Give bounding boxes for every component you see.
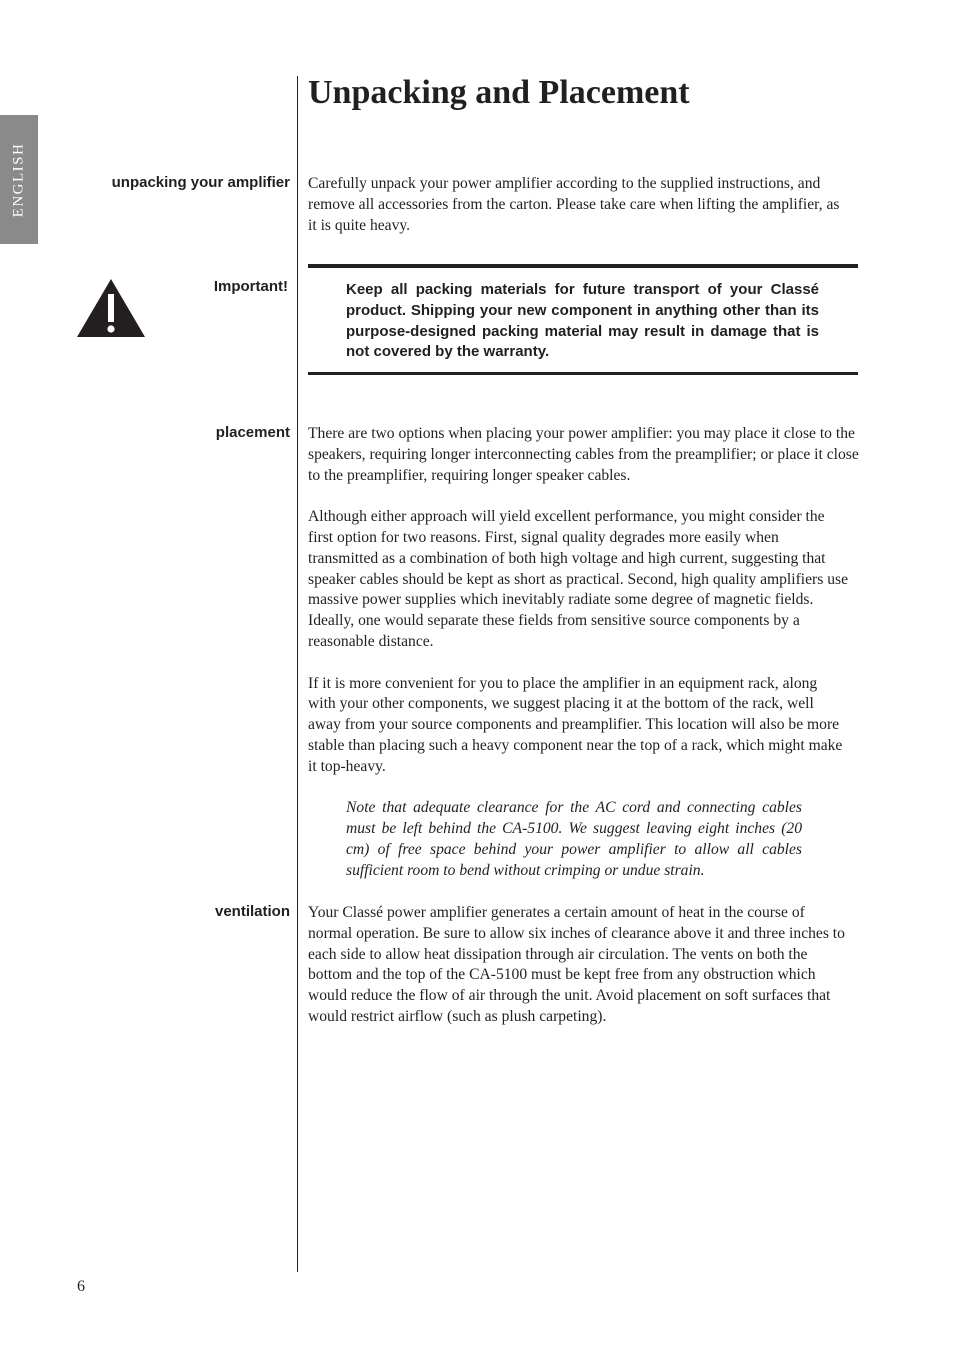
ventilation-body [308, 903, 848, 1028]
page-title: Unpacking and Placement [308, 74, 690, 111]
important-heading: Important! [213, 278, 288, 295]
language-tab-label: ENGLISH [10, 142, 27, 217]
warning-box [308, 264, 858, 375]
language-tab [0, 115, 38, 244]
unpacking-body [308, 174, 848, 236]
page-number: 6 [77, 1278, 85, 1295]
placement-note: Note that adequate clearance for the AC cord and connecting cables must be left behind the CA-5100. We suggest leaving eight inches (20 cm) of free space behind your power amplifier to allow all cables sufficient room to bend without crimping or undue strain. [346, 799, 802, 879]
unpacking-heading: unpacking your amplifier [111, 174, 290, 191]
warning-text: Keep all packing materials for future transport of your Classé product. Shipping your new component in anything other than its purpose-designed packing material may result in damage that is not covered by the warranty. [346, 281, 819, 361]
placement-paragraph-2: Although either approach will yield excellent performance, you might consider the first option for two reasons. First, signal quality degrades more easily when transmitted as a combination of both high voltage and high current, suggesting that speaker cables should be kept as short as practical. Second, high quality amplifiers use massive power supplies which inevitably radiate some degree of magnetic fields. Ideally, one would separate these fields from sensitive source components by a reasonable distance. [308, 508, 848, 650]
ventilation-heading: ventilation [214, 903, 290, 920]
ventilation-paragraph: Your Classé power amplifier generates a certain amount of heat in the course of normal operation. Be sure to allow six inches of clearance above it and three inches to each side to allow heat dissipation through air circulation. The vents on both the bottom and the top of the CA-5100 must be kept free from any obstruction which would reduce the flow of air through the unit. Avoid placement on soft surfaces that would restrict airflow (such as plush carpeting). [308, 904, 845, 1025]
placement-paragraph-3: If it is more convenient for you to place the amplifier in an equipment rack, along with your other components, we suggest placing it at the bottom of the rack, well away from your source components and preamplifier. This location will also be more stable than placing such a heavy component near the top of a rack, which might make it top-heavy. [308, 674, 843, 775]
unpacking-paragraph: Carefully unpack your power amplifier according to the supplied instructions, and remove all accessories from the carton. Please take care when lifting the amplifier, as it is quite heavy. [308, 175, 840, 234]
placement-paragraph-1: There are two options when placing your power amplifier: you may place it close to the speakers, requiring longer interconnecting cables from the preamplifier; or place it close to the preamplifier, requiring longer speaker cables. [308, 425, 859, 484]
placement-body [308, 424, 860, 882]
column-divider [297, 76, 298, 1272]
warning-triangle-icon [76, 278, 146, 338]
placement-heading: placement [215, 424, 290, 441]
